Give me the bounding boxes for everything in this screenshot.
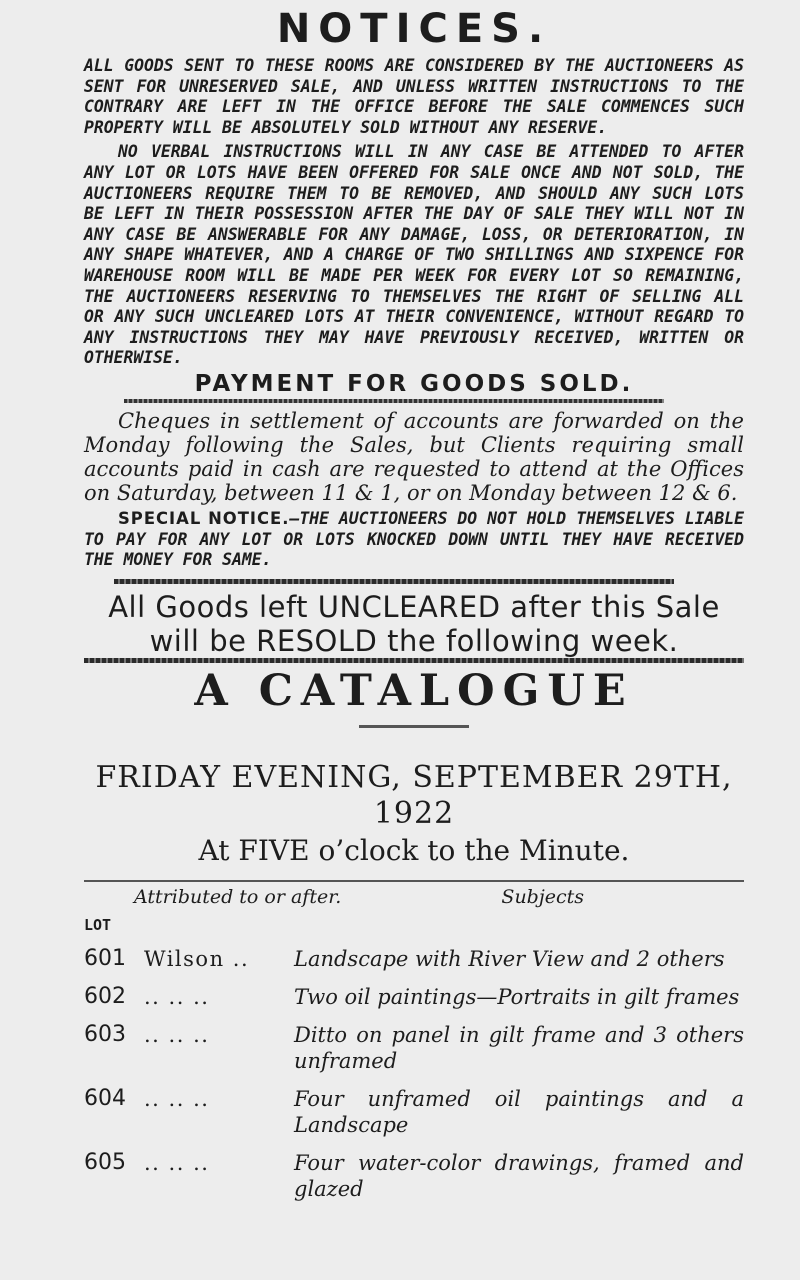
notice-unreserved-sale: ALL GOODS SENT TO THESE ROOMS ARE CONSIDERED BY THE AUCTIONEERS AS SENT FOR UNRESERVED SALE, AND UNLESS WRITTEN INSTRUCTIONS TO THE CONTRARY ARE LEFT IN THE OFFICE BEFORE THE SALE COMMENCES SUCH PROPERTY WILL BE ABSOLUTELY SOLD WITHOUT ANY RESERVE. bbox=[84, 56, 744, 137]
lot-number: 602 bbox=[84, 983, 126, 1009]
catalogue-title: A CATALOGUE bbox=[194, 665, 634, 716]
special-notice-text: —THE AUCTIONEERS DO NOT HOLD THEMSELVES LIABLE TO PAY FOR ANY LOT OR LOTS KNOCKED DOWN UNTIL THEY HAVE RECEIVED THE MONEY FOR SAME. bbox=[84, 508, 744, 570]
lot-description: Four water-color drawings, framed and glazed bbox=[294, 1150, 744, 1201]
sale-time: At FIVE o’clock to the Minute. bbox=[198, 833, 630, 867]
lot-column-label: LOT bbox=[84, 915, 112, 934]
sale-date: FRIDAY EVENING, SEPTEMBER 29TH, 1922 bbox=[95, 759, 733, 831]
special-notice-heading: SPECIAL NOTICE. bbox=[118, 508, 290, 528]
lot-artist: .. .. .. bbox=[144, 1150, 210, 1175]
lot-description: Four unframed oil paintings and a Landscape bbox=[294, 1086, 744, 1137]
lot-row bbox=[84, 946, 744, 972]
lot-artist: .. .. .. bbox=[144, 984, 210, 1009]
lot-number: 604 bbox=[84, 1085, 126, 1111]
lot-artist: .. .. .. bbox=[144, 1022, 210, 1047]
divider-bottom bbox=[84, 658, 744, 663]
divider-top bbox=[114, 579, 674, 584]
uncleared-notice: All Goods left UNCLEARED after this Sale will be RESOLD the following week. bbox=[108, 589, 720, 658]
column-attributed: Attributed to or after. bbox=[134, 885, 342, 908]
catalogue-rule bbox=[359, 725, 469, 728]
column-headers bbox=[84, 886, 744, 908]
lot-row bbox=[84, 1086, 744, 1138]
notice-verbal-instructions: NO VERBAL INSTRUCTIONS WILL IN ANY CASE BE ATTENDED TO AFTER ANY LOT OR LOTS HAVE BEEN OFFERED FOR SALE ONCE AND NOT SOLD, THE AUCTIONEERS REQUIRE THEM TO BE REMOVED, AND SHOULD ANY SUCH LOTS BE LEFT IN THEIR POSSESSION AFTER THE DAY OF SALE THEY WILL NOT IN ANY CASE BE ANSWERABLE FOR ANY DAMAGE, LOSS, OR DETERIORATION, IN ANY SHAPE WHATEVER, AND A CHARGE OF TWO SHILLINGS AND SIXPENCE FOR WAREHOUSE ROOM WILL BE MADE PER WEEK FOR EVERY LOT SO REMAINING, THE AUCTIONEERS RESERVING TO THEMSELVES THE RIGHT OF SELLING ALL OR ANY SUCH UNCLEARED LOTS AT THEIR CONVENIENCE, WITHOUT REGARD TO ANY INSTRUCTIONS THEY MAY HAVE PREVIOUSLY RECEIVED, WRITTEN OR OTHERWISE. bbox=[84, 142, 744, 368]
lot-description: Landscape with River View and 2 others bbox=[294, 946, 725, 971]
payment-rule bbox=[124, 399, 664, 403]
column-rule bbox=[84, 880, 744, 882]
payment-heading: PAYMENT FOR GOODS SOLD. bbox=[194, 370, 634, 397]
lot-description: Ditto on panel in gilt frame and 3 others unframed bbox=[294, 1022, 744, 1073]
lot-artist: .. .. .. bbox=[144, 1086, 210, 1111]
payment-text: Cheques in settlement of accounts are forwarded on the Monday following the Sales, but Clients requiring small accounts paid in cash are requested to attend at the Offices on Saturday, between 11 & 1, or on Monday between 12 & 6. bbox=[84, 408, 744, 505]
lot-row bbox=[84, 984, 744, 1010]
lot-row bbox=[84, 1150, 744, 1202]
lot-description: Two oil paintings—Portraits in gilt frames bbox=[294, 984, 740, 1009]
special-notice bbox=[84, 509, 744, 571]
notices-title: NOTICES. bbox=[276, 6, 552, 52]
lot-number: 605 bbox=[84, 1149, 126, 1175]
column-subjects: Subjects bbox=[501, 885, 584, 908]
lot-artist: Wilson .. bbox=[144, 946, 250, 971]
lot-number: 603 bbox=[84, 1021, 126, 1047]
lot-number: 601 bbox=[84, 945, 126, 971]
lot-row bbox=[84, 1022, 744, 1074]
